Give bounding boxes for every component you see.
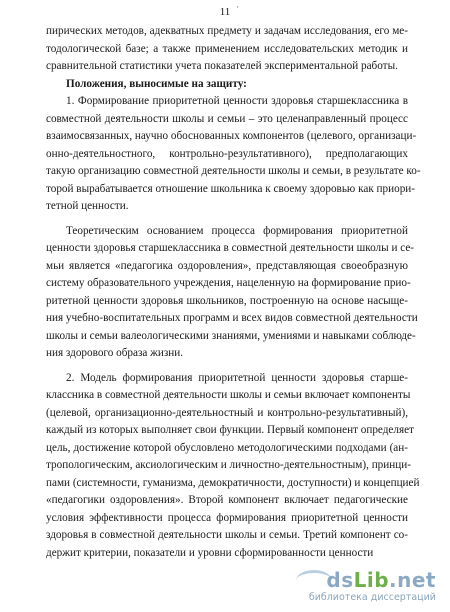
text-line: пами (системности, гуманизма, демократичности, доступности) и концепцией	[46, 476, 420, 489]
text-line: 2. Модель формирования приоритетной ценности здоровья старше-	[66, 371, 408, 384]
text-line: 1. Формирование приоритетной ценности здоровья старшеклассника в	[66, 95, 408, 107]
paragraph-gap	[46, 363, 408, 370]
text-line: сравнительной статистики учета показателей экспериментальной работы.	[46, 60, 398, 72]
text-line: Теоретическим основанием процесса формирования приоритетной	[66, 224, 408, 237]
text-line: школы и семьи валеологическими знаниями, умениями и навыками соблюде-	[46, 329, 416, 342]
text-line: тетной ценности.	[46, 200, 129, 212]
text-line: ритетной ценности здоровья школьников, построенную на основе насыще-	[46, 294, 408, 307]
section-heading: Положения, выносимые на защиту:	[66, 77, 247, 90]
watermark-logo: dsLib.net	[326, 568, 436, 592]
text-line: классника в совместной деятельности школы и семьи включает компоненты	[46, 389, 411, 401]
text-line: «педагогики оздоровления». Второй компонент включает педагогические	[46, 494, 408, 506]
text-line: ния учебно-воспитательных программ и всех видов совместной деятельности	[46, 312, 418, 324]
text-line: ценности здоровья старшеклассника в совместной деятельности школы и се-	[46, 242, 415, 254]
text-line: пирических методов, адекватных предмету и задачам исследования, его ме-	[46, 25, 408, 37]
text-line: систему образовательного учреждения, нацеленную на формирование прио-	[46, 277, 411, 289]
text-line: держит критерии, показатели и уровни сформированности ценности	[46, 546, 374, 559]
text-line: ния здорового образа жизни.	[46, 347, 184, 359]
text-line: мьи является «педагогика оздоровления», представляющая своеобразную	[46, 259, 408, 272]
text-line: цель, достижение которой обусловлено методологическими подходами (ан-	[46, 441, 408, 454]
text-line: тодологической базе; а также применением исследовательских методик и	[46, 42, 408, 55]
text-line: каждый из которых выполняет свои функции. Первый компонент определяет	[46, 424, 414, 436]
page-number: 11	[219, 6, 231, 18]
text-line: (целевой, организационно-деятельностный и контрольно-результативный),	[46, 406, 408, 419]
text-line: тропологическим, аксиологическим и личностно-деятельностным), принци-	[46, 459, 411, 471]
text-line: совместной деятельности школы и семьи – это целенаправленный процесс	[46, 112, 408, 125]
text-line: торой вырабатывается отношение школьника к своему здоровью как приори-	[46, 182, 416, 195]
text-line: такую организацию совместной деятельности школы и семьи, в результате ко-	[46, 165, 421, 177]
document-body	[46, 23, 421, 562]
text-line: здоровья в совместной деятельности школы и семьи. Третий компонент со-	[46, 529, 408, 541]
text-line: онно-деятельностного, контрольно-результативного), предполагающих	[46, 147, 408, 160]
dslib-watermark	[292, 568, 442, 608]
paragraph-gap	[46, 216, 408, 223]
watermark-subtitle: библиотека диссертаций	[308, 592, 436, 603]
text-line: взаимосвязанных, научно обоснованных компонентов (целевого, организаци-	[46, 130, 417, 142]
top-dot-mark: ·	[236, 2, 239, 12]
text-line: условия эффективности процесса формирования приоритетной ценности	[46, 511, 408, 524]
